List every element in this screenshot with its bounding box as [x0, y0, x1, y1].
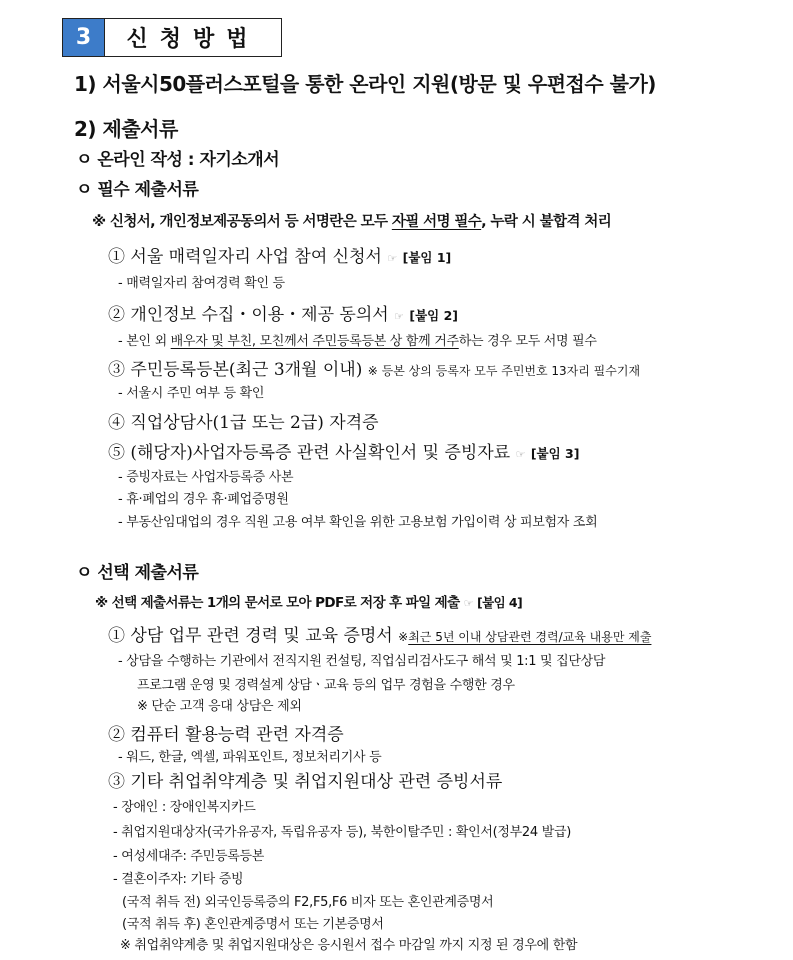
note-underlined: 자필 서명 필수 — [391, 214, 482, 230]
item-label: ① 상담 업무 관련 경력 및 교육 증명서 — [108, 626, 393, 646]
section-header — [62, 18, 282, 57]
required-item-3 — [108, 358, 640, 382]
sub-item: ※ 취업취약계층 및 취업지원대상은 응시원서 접수 마감일 까지 지정 된 경우에 한함 — [120, 938, 578, 953]
note-text: ※ 선택 제출서류는 1개의 문서로 모아 PDF로 저장 후 파일 제출 — [95, 595, 460, 611]
pointing-hand-icon: ☞ — [387, 252, 398, 265]
item-note: ※ 등본 상의 등록자 모두 주민번호 13자리 필수기재 — [367, 364, 641, 378]
sub-item: ※ 단순 고객 응대 상담은 제외 — [137, 699, 302, 714]
sub-item: - 상담을 수행하는 기관에서 전직지원 컨설팅, 직업심리검사도구 해석 및 1:1 및 집단상담 — [118, 654, 606, 669]
required-item-1 — [108, 245, 451, 269]
item-label: ③ 주민등록등본(최근 3개월 이내) — [108, 360, 363, 380]
required-item-2 — [108, 303, 458, 327]
pointing-hand-icon: ☞ — [394, 310, 404, 323]
section-title: 신청방법 — [126, 27, 260, 52]
required-item-5 — [108, 441, 579, 465]
required-title — [76, 178, 198, 202]
optional-item-3: ③ 기타 취업취약계층 및 취업지원대상 관련 증빙서류 — [108, 772, 503, 792]
bullet: ㅇ — [76, 180, 92, 200]
optional-title-text: 선택 제출서류 — [97, 563, 199, 583]
bullet: ㅇ — [76, 150, 92, 170]
sub-item: 프로그램 운영 및 경력설계 상담ㆍ교육 등의 업무 경험을 수행한 경우 — [137, 678, 515, 693]
optional-item-2: ② 컴퓨터 활용능력 관련 자격증 — [108, 725, 344, 745]
sub-item — [118, 330, 597, 354]
optional-note — [95, 591, 522, 615]
attachment-ref: [붙임 1] — [402, 250, 452, 265]
sub-item: - 워드, 한글, 엑셀, 파워포인트, 정보처리기사 등 — [118, 750, 382, 765]
item-label: ① 서울 매력일자리 사업 참여 신청서 — [108, 247, 382, 267]
sub-item: - 증빙자료는 사업자등록증 사본 — [118, 470, 294, 485]
required-note — [92, 210, 611, 234]
section-number: 3 — [63, 19, 105, 56]
attachment-ref: [붙임 3] — [530, 446, 580, 461]
sub-item: - 결혼이주자: 기타 증빙 — [113, 872, 244, 887]
sub-text: 하는 경우 모두 서명 필수 — [458, 334, 597, 349]
heading-documents: 2) 제출서류 — [74, 117, 178, 141]
sub-item: - 부동산임대업의 경우 직원 고용 여부 확인을 위한 고용보험 가입이력 상 피보험자 조회 — [118, 515, 598, 530]
sub-underlined: 배우자 및 부친, 모친께서 주민등록등본 상 함께 거주 — [170, 334, 459, 349]
required-title-text: 필수 제출서류 — [97, 180, 199, 200]
required-item-4: ④ 직업상담사(1급 또는 2급) 자격증 — [108, 413, 379, 433]
item-label: ② 개인정보 수집・이용・제공 동의서 — [108, 305, 389, 325]
heading-online-apply: 1) 서울시50플러스포털을 통한 온라인 지원(방문 및 우편접수 불가) — [74, 72, 656, 96]
sub-item: (국적 취득 전) 외국인등록증의 F2,F5,F6 비자 또는 혼인관계증명서 — [122, 895, 494, 910]
online-writing — [76, 148, 279, 172]
pointing-hand-icon: ☞ — [515, 448, 526, 461]
sub-item: (국적 취득 후) 혼인관계증명서 또는 기본증명서 — [122, 917, 384, 932]
sub-text: - 본인 외 — [118, 334, 171, 349]
item-label: ⑤ (해당자)사업자등록증 관련 사실확인서 및 증빙자료 — [108, 443, 511, 463]
note-text: ※ 신청서, 개인정보제공동의서 등 서명란은 모두 — [92, 214, 392, 230]
optional-title — [76, 561, 198, 585]
sub-item: - 장애인 : 장애인복지카드 — [113, 800, 256, 815]
note-text: , 누락 시 불합격 처리 — [481, 214, 612, 230]
sub-item: - 서울시 주민 여부 등 확인 — [118, 386, 265, 401]
pointing-hand-icon: ☞ — [463, 597, 473, 610]
attachment-ref: [붙임 4] — [477, 595, 523, 610]
sub-item: - 여성세대주: 주민등록등본 — [113, 849, 264, 864]
online-text: 온라인 작성 : 자기소개서 — [97, 150, 280, 170]
note-mark: ※ — [398, 630, 409, 644]
sub-item: - 취업지원대상자(국가유공자, 독립유공자 등), 북한이탈주민 : 확인서(정부24 발급) — [113, 825, 571, 840]
item-note: 최근 5년 이내 상담관련 경력/교육 내용만 제출 — [408, 630, 652, 644]
attachment-ref: [붙임 2] — [409, 308, 459, 323]
optional-item-1 — [108, 624, 651, 648]
sub-item: - 매력일자리 참여경력 확인 등 — [118, 276, 285, 291]
bullet: ㅇ — [76, 563, 92, 583]
sub-item: - 휴·폐업의 경우 휴·폐업증명원 — [118, 492, 289, 507]
